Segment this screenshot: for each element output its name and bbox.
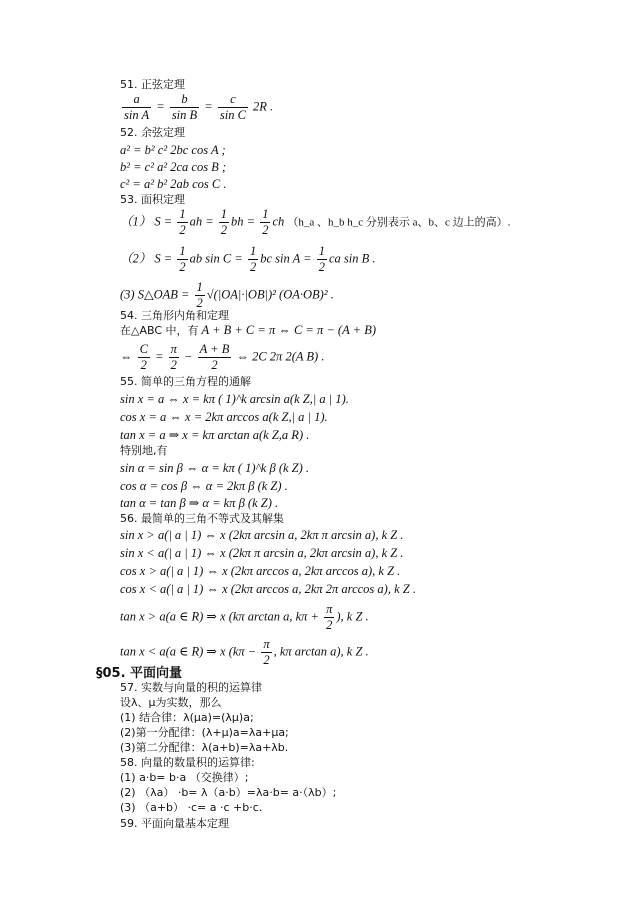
s54-line2: ⇔ $\frac{C}{2}$ = $\frac{\pi}{2}$ − $\frac{A + B}{2}$ ⇔ 2C 2π 2(A B) .	[120, 342, 325, 372]
s58-line2: (2) （λa） ·b= λ（a·b）=λa·b= a·（λb）;	[120, 786, 337, 799]
s52-line1: a² = b² c² 2bc cos A ;	[120, 143, 226, 157]
s55-line2: cos x = a ⇔ x = 2kπ arccos a(k Z,| a | 1).	[120, 410, 328, 424]
s56-line5: tan x > a(a ∈ R) ⇒ x (kπ arctan a, kπ + $\frac{\pi}{2}$ ), k Z .	[120, 602, 369, 632]
s56-title: 56. 最简单的三角不等式及其解集	[120, 512, 284, 525]
s57-line2: (2)第一分配律：(λ+μ)a=λa+μa;	[120, 726, 289, 739]
s56-line6: tan x < a(a ∈ R) ⇒ x (kπ − $\frac{\pi}{2}$ , kπ arctan a), k Z .	[120, 637, 369, 667]
s55-line6: tan α = tan β ⇒ α = kπ β (k Z) .	[120, 496, 279, 510]
s52-line2: b² = c² a² 2ca cos B ;	[120, 160, 227, 174]
s56-line1: sin x > a(| a | 1) ⇔ x (2kπ arcsin a, 2kπ π arcsin a), k Z .	[120, 528, 404, 542]
s54-line1: 在△ABC 中，有 A + B + C = π ⇔ C = π − (A + B)	[120, 323, 376, 337]
s58-line1: (1) a·b= b·a （交换律）;	[120, 771, 249, 784]
s51-frac-b: $\frac{b}{\text{sin B}}$	[171, 92, 198, 122]
s55-line1: sin x = a ⇔ x = kπ ( 1)^k arcsin a(k Z,| a | 1).	[120, 392, 349, 406]
s55-title: 55. 简单的三角方程的通解	[120, 375, 251, 388]
s53-line1: （1） S = $\frac{1}{2}$ ah = $\frac{1}{2}$ bh = $\frac{1}{2}$ ch （h_a 、h_b h_c 分别表示 a、b、c 边上的高）.	[120, 207, 511, 237]
s51-frac-a: $\frac{a}{\text{sin A}}$	[124, 92, 150, 122]
s57-line3: (3)第二分配律：λ(a+b)=λa+λb.	[120, 741, 289, 754]
s54-title: 54. 三角形内角和定理	[120, 309, 229, 322]
s52-title: 52. 余弦定理	[120, 126, 185, 139]
s58-line3: (3) （a+b） ·c= a ·c +b·c.	[120, 801, 263, 814]
s51-title: 51. 正弦定理	[120, 78, 185, 91]
s57-intro: 设λ、μ为实数，那么	[120, 696, 222, 709]
s57-title: 57. 实数与向量的积的运算律	[120, 681, 262, 694]
s53-line3: (3) S△OAB = $\frac{1}{2}$ √(|OA|·|OB|)² (OA·OB)² .	[120, 280, 334, 310]
s53-line2: （2） S = $\frac{1}{2}$ ab sin C = $\frac{1}{2}$ bc sin A = $\frac{1}{2}$ ca sin B .	[120, 244, 376, 274]
s55-line4: sin α = sin β ⇔ α = kπ ( 1)^k β (k Z) .	[120, 461, 310, 475]
s56-line4: cos x < a(| a | 1) ⇔ x (2kπ arccos a, 2kπ 2π arccos a), k Z .	[120, 582, 416, 596]
s51-formula: $\frac{a}{\text{sin A}}$ = $\frac{b}{\text{sin B}}$ = $\frac{c}{\text{sin C}}$ 2R .	[124, 92, 274, 122]
s59-title: 59. 平面向量基本定理	[120, 817, 229, 830]
s58-title: 58. 向量的数量积的运算律:	[120, 756, 255, 769]
s51-frac-c: $\frac{c}{\text{sin C}}$	[219, 92, 246, 122]
s56-line3: cos x > a(| a | 1) ⇔ x (2kπ arccos a, 2kπ arccos a), k Z .	[120, 564, 401, 578]
s53-title: 53. 面积定理	[120, 193, 185, 206]
s57-line1: (1) 结合律：λ(μa)=(λμ)a;	[120, 711, 254, 724]
s56-line2: sin x < a(| a | 1) ⇔ x (2kπ π arcsin a, 2kπ arcsin a), k Z .	[120, 546, 404, 560]
s55-line3: tan x = a ⇒ x = kπ arctan a(k Z,a R) .	[120, 428, 310, 442]
s55-special-label: 特别地,有	[120, 444, 168, 457]
s52-line3: c² = a² b² 2ab cos C .	[120, 177, 227, 191]
s55-line5: cos α = cos β ⇔ α = 2kπ β (k Z) .	[120, 479, 288, 493]
section-05-heading: §05. 平面向量	[96, 666, 183, 681]
